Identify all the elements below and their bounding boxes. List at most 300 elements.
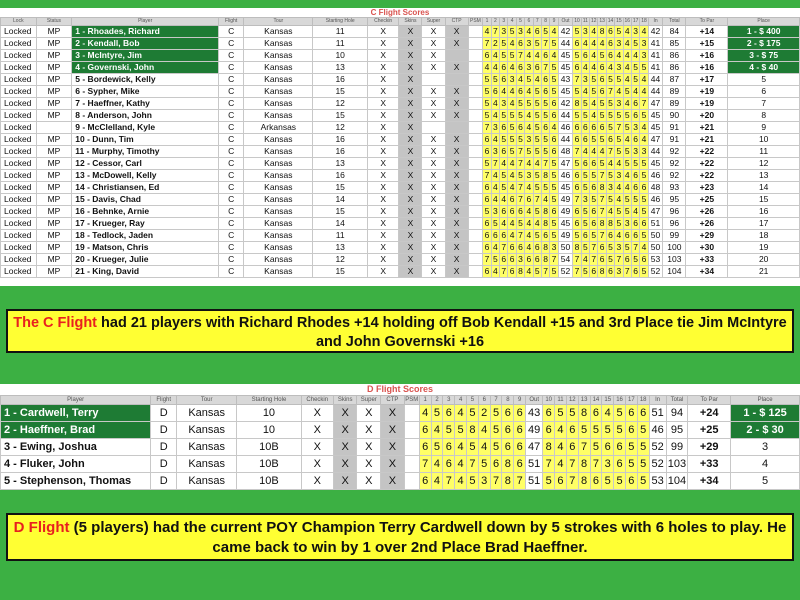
hole-score: 8 xyxy=(574,242,580,252)
tour-cell: Kansas xyxy=(244,86,313,98)
hole-score: 5 xyxy=(467,405,479,422)
skins-cell: X xyxy=(333,422,357,439)
d-caption-text: (5 players) had the current POY Champion Terry Cardwell down by 5 strokes with 6 holes to play. He came back to win by 1 over 2nd Place Brad Haeffner. xyxy=(69,519,787,556)
tour-cell: Kansas xyxy=(177,405,237,422)
hole-score: 5 xyxy=(591,74,597,84)
starting-hole-cell: 14 xyxy=(313,194,368,206)
starting-hole-cell: 15 xyxy=(313,206,368,218)
lock-cell: Locked xyxy=(1,122,37,134)
hole-score: 4 xyxy=(509,38,515,48)
psm-cell xyxy=(468,254,483,266)
d_flight-header-cell: In xyxy=(649,396,666,405)
d_flight-header-cell: Super xyxy=(357,396,381,405)
hole-score: 5 xyxy=(534,134,540,144)
hole-score: 4 xyxy=(591,98,597,108)
hole-score: 3 xyxy=(616,266,622,276)
hole-score: 5 xyxy=(543,182,548,192)
hole-score: 5 xyxy=(484,74,490,84)
hole-score: 6 xyxy=(551,98,557,108)
ctp-cell: X xyxy=(381,456,405,473)
c-flight-row xyxy=(1,50,800,62)
d_flight-header-cell: 18 xyxy=(637,396,649,405)
c_flight-header-cell: 17 xyxy=(632,18,639,24)
hole-score: 5 xyxy=(599,134,605,144)
hole-score: 4 xyxy=(455,405,467,422)
hole-score: 4 xyxy=(641,26,647,36)
hole-score: 6 xyxy=(608,230,613,240)
skins-cell: X xyxy=(399,86,422,98)
out-total: 52 xyxy=(558,266,573,278)
total-score: 92 xyxy=(663,158,686,170)
hole-score: 4 xyxy=(526,110,532,120)
hole-score: 3 xyxy=(641,146,647,156)
hole-score: 4 xyxy=(591,146,597,156)
status-cell xyxy=(36,122,72,134)
hole-score: 4 xyxy=(624,170,630,180)
lock-cell: Locked xyxy=(1,242,37,254)
flight-cell: C xyxy=(219,98,244,110)
super-cell: X xyxy=(422,146,445,158)
d_flight-header-cell: 10 xyxy=(543,396,555,405)
skins-cell: X xyxy=(399,98,422,110)
hole-score: 4 xyxy=(509,62,515,72)
player-name: 14 - Christiansen, Ed xyxy=(72,182,219,194)
psm-cell xyxy=(468,86,483,98)
lock-cell: Locked xyxy=(1,26,37,38)
checkin-cell: X xyxy=(367,134,398,146)
lock-cell: Locked xyxy=(1,110,37,122)
hole-score: 6 xyxy=(419,473,431,490)
c-flight-panel xyxy=(0,8,800,286)
psm-cell xyxy=(468,230,483,242)
c-header-row xyxy=(1,18,800,26)
place-cell: 5 xyxy=(731,473,800,490)
hole-score: 3 xyxy=(509,74,515,84)
hole-score: 4 xyxy=(599,146,605,156)
d-flight-title: D Flight Scores xyxy=(366,384,433,394)
hole-score: 5 xyxy=(509,122,515,132)
hole-score: 6 xyxy=(633,182,638,192)
hole-score: 5 xyxy=(616,206,622,216)
hole-score: 3 xyxy=(526,38,532,48)
player-name: 12 - Cessor, Carl xyxy=(72,158,219,170)
ctp-cell: X xyxy=(445,182,468,194)
place-cell: 3 - $ 75 xyxy=(728,50,800,62)
lock-cell: Locked xyxy=(1,206,37,218)
tour-cell: Kansas xyxy=(244,158,313,170)
hole-score: 6 xyxy=(624,230,630,240)
hole-score: 5 xyxy=(608,98,613,108)
hole-score: 5 xyxy=(633,74,638,84)
hole-score: 8 xyxy=(599,218,605,228)
hole-score: 4 xyxy=(555,439,567,456)
hole-score: 4 xyxy=(616,86,622,96)
hole-score: 6 xyxy=(501,62,507,72)
player-name: 5 - Bordewick, Kelly xyxy=(72,74,219,86)
super-cell: X xyxy=(422,38,445,50)
total-score: 86 xyxy=(663,62,686,74)
ctp-cell: X xyxy=(445,26,468,38)
place-cell: 19 xyxy=(728,242,800,254)
hole-score: 6 xyxy=(534,62,540,72)
hole-score: 7 xyxy=(484,122,490,132)
hole-score: 5 xyxy=(518,170,523,180)
out-total: 51 xyxy=(526,456,543,473)
starting-hole-cell: 16 xyxy=(313,146,368,158)
skins-cell: X xyxy=(333,473,357,490)
flight-cell: C xyxy=(219,206,244,218)
starting-hole-cell: 11 xyxy=(313,26,368,38)
out-total: 45 xyxy=(558,86,573,98)
skins-cell: X xyxy=(399,134,422,146)
hole-score: 6 xyxy=(419,439,431,456)
hole-score: 7 xyxy=(641,98,647,108)
flight-cell: C xyxy=(219,182,244,194)
total-score: 95 xyxy=(666,422,687,439)
player-name: 4 - Governski, John xyxy=(72,62,219,74)
hole-score: 6 xyxy=(543,405,555,422)
super-cell: X xyxy=(422,86,445,98)
hole-score: 7 xyxy=(574,146,580,156)
hole-score: 6 xyxy=(484,230,490,240)
hole-score: 4 xyxy=(599,38,605,48)
hole-score: 7 xyxy=(633,242,638,252)
c-flight-row xyxy=(1,230,800,242)
super-cell: X xyxy=(422,26,445,38)
hole-score: 4 xyxy=(624,26,630,36)
tour-cell: Kansas xyxy=(244,74,313,86)
status-cell: MP xyxy=(36,98,72,110)
hole-score: 5 xyxy=(467,473,479,490)
super-cell xyxy=(422,74,445,86)
hole-score: 7 xyxy=(467,456,479,473)
to-par: +33 xyxy=(686,254,728,266)
hole-score: 8 xyxy=(599,182,605,192)
starting-hole-cell: 16 xyxy=(313,134,368,146)
hole-score: 8 xyxy=(574,98,580,108)
c-flight-row xyxy=(1,74,800,86)
total-score: 99 xyxy=(663,230,686,242)
hole-score: 8 xyxy=(543,218,548,228)
hole-score: 5 xyxy=(490,439,502,456)
hole-score: 7 xyxy=(574,74,580,84)
checkin-cell: X xyxy=(367,146,398,158)
hole-score: 5 xyxy=(624,122,630,132)
hole-score: 5 xyxy=(625,456,637,473)
super-cell: X xyxy=(422,170,445,182)
hole-score: 3 xyxy=(526,62,532,72)
hole-score: 6 xyxy=(637,405,649,422)
hole-score: 4 xyxy=(526,206,532,216)
hole-score: 3 xyxy=(641,38,647,48)
out-total: 45 xyxy=(558,218,573,230)
hole-score: 7 xyxy=(574,266,580,276)
checkin-cell: X xyxy=(367,62,398,74)
out-total: 49 xyxy=(558,206,573,218)
tour-cell: Kansas xyxy=(244,98,313,110)
ctp-cell: X xyxy=(445,218,468,230)
hole-score: 5 xyxy=(574,86,580,96)
checkin-cell: X xyxy=(301,405,333,422)
hole-score: 5 xyxy=(624,206,630,216)
hole-score: 5 xyxy=(534,182,540,192)
tour-cell: Kansas xyxy=(244,62,313,74)
hole-score: 5 xyxy=(608,194,613,204)
ctp-cell: X xyxy=(445,266,468,278)
c_flight-header-cell: Lock xyxy=(1,18,37,26)
skins-cell: X xyxy=(399,254,422,266)
hole-score: 4 xyxy=(419,405,431,422)
hole-score: 4 xyxy=(583,38,588,48)
tour-cell: Kansas xyxy=(244,110,313,122)
hole-score: 6 xyxy=(574,182,580,192)
hole-score: 4 xyxy=(509,182,515,192)
d_flight-header-cell: 6 xyxy=(478,396,490,405)
c_flight-header-cell: 18 xyxy=(641,18,647,24)
c_flight-header-cell: 5 xyxy=(516,18,524,26)
skins-cell: X xyxy=(399,194,422,206)
hole-score: 5 xyxy=(591,194,597,204)
hole-score: 4 xyxy=(509,98,515,108)
hole-score: 7 xyxy=(591,242,597,252)
hole-score: 5 xyxy=(534,98,540,108)
hole-score: 6 xyxy=(502,422,514,439)
out-total: 49 xyxy=(558,194,573,206)
checkin-cell: X xyxy=(367,254,398,266)
hole-score: 4 xyxy=(492,242,498,252)
hole-score: 5 xyxy=(578,422,590,439)
place-cell: 4 xyxy=(731,456,800,473)
hole-score: 4 xyxy=(501,194,507,204)
d_flight-header-cell: 3 xyxy=(443,396,455,405)
hole-score: 5 xyxy=(431,405,443,422)
flight-cell: D xyxy=(151,439,177,456)
hole-score: 5 xyxy=(534,266,540,276)
hole-score: 6 xyxy=(602,439,614,456)
hole-score: 2 xyxy=(492,38,498,48)
hole-score: 5 xyxy=(543,473,555,490)
checkin-cell: X xyxy=(301,473,333,490)
to-par: +15 xyxy=(686,38,728,50)
d_flight-header-cell: 9 xyxy=(514,396,526,405)
lock-cell: Locked xyxy=(1,38,37,50)
checkin-cell: X xyxy=(367,194,398,206)
hole-score: 7 xyxy=(492,158,498,168)
to-par: +30 xyxy=(686,242,728,254)
hole-score: 3 xyxy=(583,74,588,84)
c_flight-header-cell: Player xyxy=(72,18,219,26)
out-total: 45 xyxy=(558,50,573,62)
hole-score: 5 xyxy=(616,218,622,228)
total-score: 96 xyxy=(663,218,686,230)
skins-cell: X xyxy=(399,158,422,170)
hole-score: 5 xyxy=(534,110,540,120)
d_flight-header-cell: 1 xyxy=(419,396,431,405)
in-total: 41 xyxy=(648,62,663,74)
flight-cell: C xyxy=(219,254,244,266)
hole-score: 4 xyxy=(526,122,532,132)
starting-hole-cell: 10 xyxy=(237,405,301,422)
hole-score: 8 xyxy=(543,439,555,456)
hole-score: 7 xyxy=(591,254,597,264)
hole-score: 6 xyxy=(633,170,638,180)
hole-score: 6 xyxy=(543,86,548,96)
hole-score: 3 xyxy=(633,26,638,36)
hole-score: 6 xyxy=(501,254,507,264)
to-par: +22 xyxy=(686,158,728,170)
hole-score: 7 xyxy=(574,194,580,204)
hole-score: 5 xyxy=(624,158,630,168)
hole-score: 7 xyxy=(551,254,557,264)
super-cell: X xyxy=(357,456,381,473)
player-name: 13 - McDowell, Kelly xyxy=(72,170,219,182)
starting-hole-cell: 16 xyxy=(313,74,368,86)
ctp-cell: X xyxy=(381,473,405,490)
out-total: 46 xyxy=(558,122,573,134)
hole-score: 6 xyxy=(490,456,502,473)
super-cell: X xyxy=(422,158,445,170)
in-total: 41 xyxy=(648,50,663,62)
hole-score: 4 xyxy=(551,26,557,36)
hole-score: 5 xyxy=(492,74,498,84)
lock-cell: Locked xyxy=(1,218,37,230)
hole-score: 4 xyxy=(543,194,548,204)
skins-cell: X xyxy=(399,74,422,86)
hole-score: 5 xyxy=(633,38,638,48)
total-score: 86 xyxy=(663,50,686,62)
place-cell: 20 xyxy=(728,254,800,266)
hole-score: 6 xyxy=(551,146,557,156)
lock-cell: Locked xyxy=(1,170,37,182)
c_flight-header-cell: Tour xyxy=(244,18,313,26)
hole-score: 7 xyxy=(624,266,630,276)
super-cell: X xyxy=(422,182,445,194)
d_flight-header-cell: Tour xyxy=(177,396,237,405)
psm-cell xyxy=(468,218,483,230)
starting-hole-cell: 13 xyxy=(313,242,368,254)
hole-score: 5 xyxy=(599,98,605,108)
in-total: 48 xyxy=(648,182,663,194)
out-total: 42 xyxy=(558,98,573,110)
hole-score: 6 xyxy=(509,266,515,276)
d_flight-header-cell: Flight xyxy=(151,396,177,405)
hole-score: 6 xyxy=(518,206,523,216)
psm-cell xyxy=(468,38,483,50)
hole-score: 7 xyxy=(484,254,490,264)
total-score: 91 xyxy=(663,122,686,134)
hole-score: 7 xyxy=(518,50,523,60)
d-flight-row xyxy=(1,405,800,422)
hole-score: 8 xyxy=(543,170,548,180)
c_flight-header-cell: Status xyxy=(36,18,72,26)
psm-cell xyxy=(468,110,483,122)
ctp-cell: X xyxy=(381,422,405,439)
status-cell: MP xyxy=(36,146,72,158)
status-cell: MP xyxy=(36,206,72,218)
hole-score: 7 xyxy=(616,254,622,264)
hole-score: 8 xyxy=(578,405,590,422)
hole-score: 3 xyxy=(492,146,498,156)
hole-score: 5 xyxy=(574,50,580,60)
hole-score: 5 xyxy=(637,422,649,439)
lock-cell: Locked xyxy=(1,146,37,158)
hole-score: 6 xyxy=(614,456,626,473)
hole-score: 6 xyxy=(591,158,597,168)
checkin-cell: X xyxy=(367,86,398,98)
status-cell: MP xyxy=(36,86,72,98)
hole-score: 8 xyxy=(578,473,590,490)
skins-cell: X xyxy=(399,38,422,50)
hole-score: 8 xyxy=(578,456,590,473)
hole-score: 5 xyxy=(599,50,605,60)
hole-score: 5 xyxy=(431,439,443,456)
hole-score: 5 xyxy=(484,98,490,108)
psm-cell xyxy=(468,122,483,134)
hole-score: 4 xyxy=(455,439,467,456)
c_flight-header-cell: 12 xyxy=(590,18,597,24)
to-par: +34 xyxy=(688,473,731,490)
hole-score: 5 xyxy=(641,194,647,204)
hole-score: 5 xyxy=(534,38,540,48)
hole-score: 7 xyxy=(501,266,507,276)
hole-score: 7 xyxy=(490,473,502,490)
hole-score: 4 xyxy=(526,50,532,60)
hole-score: 6 xyxy=(583,134,588,144)
hole-score: 6 xyxy=(484,134,490,144)
in-total: 44 xyxy=(648,146,663,158)
player-name: 1 - Cardwell, Terry xyxy=(1,405,151,422)
hole-score: 4 xyxy=(509,218,515,228)
hole-score: 6 xyxy=(518,242,523,252)
total-score: 95 xyxy=(663,194,686,206)
c-flight-row xyxy=(1,134,800,146)
hole-score: 5 xyxy=(614,473,626,490)
c_flight-header-cell: 6 xyxy=(525,18,533,26)
hole-score: 6 xyxy=(641,218,647,228)
to-par: +21 xyxy=(686,122,728,134)
hole-score: 5 xyxy=(484,110,490,120)
out-total: 44 xyxy=(558,38,573,50)
hole-score: 5 xyxy=(591,134,597,144)
lock-cell: Locked xyxy=(1,158,37,170)
d-flight-row xyxy=(1,422,800,439)
ctp-cell: X xyxy=(445,242,468,254)
hole-score: 4 xyxy=(492,182,498,192)
hole-score: 4 xyxy=(518,74,523,84)
starting-hole-cell: 11 xyxy=(313,230,368,242)
hole-score: 5 xyxy=(443,422,455,439)
hole-score: 6 xyxy=(509,206,515,216)
hole-score: 5 xyxy=(590,439,602,456)
c_flight-header-cell: In xyxy=(648,18,663,26)
hole-score: 6 xyxy=(608,266,613,276)
c_flight-header-cell: Super xyxy=(422,18,445,26)
d_flight-header-cell: Total xyxy=(666,396,687,405)
hole-score: 6 xyxy=(484,218,490,228)
starting-hole-cell: 10 xyxy=(313,50,368,62)
hole-score: 3 xyxy=(624,218,630,228)
hole-score: 7 xyxy=(518,194,523,204)
hole-score: 5 xyxy=(591,86,597,96)
checkin-cell: X xyxy=(367,158,398,170)
c_flight-header-cell: 9 xyxy=(550,18,558,26)
hole-score: 7 xyxy=(484,38,490,48)
status-cell: MP xyxy=(36,74,72,86)
status-cell: MP xyxy=(36,158,72,170)
tour-cell: Kansas xyxy=(244,230,313,242)
to-par: +33 xyxy=(688,456,731,473)
ctp-cell xyxy=(445,74,468,86)
